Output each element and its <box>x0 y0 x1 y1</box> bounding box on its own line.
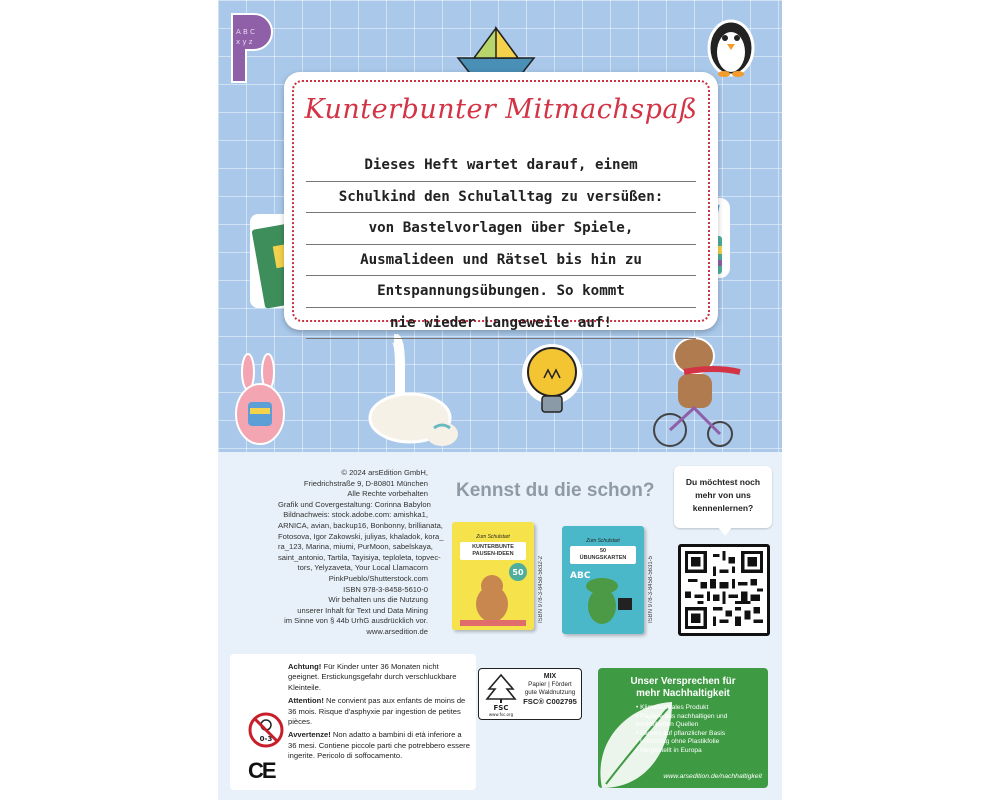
card-line: Dieses Heft wartet darauf, einem <box>306 150 696 182</box>
imprint-line: im Sinne von § 44b UrhG ausdrücklich vor. <box>284 616 428 626</box>
imprint-line: Bildnachweis: stock.adobe.com: amishka1, <box>283 510 428 520</box>
card-line: nie wieder Langeweile auf! <box>306 308 696 340</box>
imprint-line: PinkPueblo/Shutterstock.com <box>328 573 428 583</box>
card-line: Entspannungsübungen. So kommt <box>306 276 696 308</box>
sustainability-link[interactable]: www.arsedition.de/nachhaltigkeit <box>663 773 762 780</box>
imprint-line: Fotosova, Igor Zakowski, juliyas, khaladok, kora_ <box>278 531 444 541</box>
warning-it: Avvertenze! Non adatto a bambini di età inferiore a 36 mesi. Contiene piccole parti che potrebbero essere ingerite. Pericolo di soffocamento. <box>288 730 470 761</box>
sustainability-item: • Farben auf pflanzlicher Basis <box>636 730 766 739</box>
product-badge: 50 <box>512 568 524 577</box>
sustainability-item: • Klimaneutrales Produkt <box>636 704 766 713</box>
age-restriction-icon <box>248 712 284 748</box>
imprint-line: Alle Rechte vorbehalten <box>347 489 428 499</box>
dog-illustration-icon <box>452 560 534 630</box>
card-line: Ausmalideen und Rätsel bis hin zu <box>306 245 696 277</box>
fsc-label <box>478 668 582 720</box>
product-series: Zum Schulstart <box>586 538 620 544</box>
imprint-line: ra_123, Marina, miumi, PurMoon, sabelskaya, <box>278 542 433 552</box>
book-back-cover <box>218 0 782 800</box>
imprint <box>278 468 444 638</box>
ce-mark-icon: CE <box>248 758 275 783</box>
imprint-line: www.arsedition.de <box>366 626 428 636</box>
sustainability-item: • Umschlag ohne Plastikfolie <box>636 738 766 747</box>
speech-bubble: Du möchtest noch mehr von uns kennenlernen? <box>674 466 772 528</box>
card-text <box>306 150 696 339</box>
qr-code-icon[interactable] <box>678 544 770 636</box>
sustainability-list <box>636 704 766 756</box>
imprint-line: © 2024 arsEdition GmbH, <box>341 468 428 477</box>
product-cover-pausen-ideen[interactable] <box>452 522 534 630</box>
svg-text:FSC: FSC <box>493 704 509 712</box>
product-isbn: ISBN 978-3-8458-5631-5 <box>648 556 654 624</box>
imprint-line: tors, Yelyzaveta, Your Local Llamacorn <box>297 563 428 573</box>
description-card <box>284 72 718 330</box>
sustainability-box <box>598 668 768 788</box>
safety-warnings <box>230 654 476 790</box>
svg-text:www.fsc.org: www.fsc.org <box>488 712 514 717</box>
light-bulb-icon <box>516 340 588 428</box>
warning-fr: Attention! Ne convient pas aux enfants de moins de 36 mois. Risque d'asphyxie par ingestion de petites pièces. <box>288 696 466 727</box>
product-name: KUNTERBUNTE PAUSEN-IDEEN <box>460 542 526 560</box>
letter-p-sticker-icon <box>226 10 274 86</box>
bear-on-bicycle-icon <box>650 326 744 450</box>
imprint-line: Grafik und Covergestaltung: Corinna Babylon <box>278 499 431 509</box>
sustainability-item: • Papiere aus nachhaltigen und kontrollierten Quellen <box>636 713 766 730</box>
product-cover-uebungskarten[interactable] <box>562 526 644 634</box>
age-label: 0-3 <box>259 735 273 743</box>
imprint-line: unserer Inhalt für Text und Data Mining <box>297 605 428 615</box>
fsc-tree-logo-icon <box>485 673 517 717</box>
sustainability-title: Unser Versprechen für mehr Nachhaltigkeit <box>630 676 736 699</box>
product-badge: ABC <box>570 571 591 581</box>
warning-de: Achtung! Für Kinder unter 36 Monaten nicht geeignet. Erstickungsgefahr durch verschluckbare Kleinteile. <box>288 662 457 692</box>
product-series: Zum Schulstart <box>476 534 510 540</box>
product-isbn: ISBN 978-3-8458-5632-2 <box>538 556 544 624</box>
bunny-icon <box>228 352 294 450</box>
warning-texts <box>288 662 472 765</box>
svg-text:A B C: A B C <box>236 28 255 36</box>
llama-icon <box>364 334 464 452</box>
imprint-line: Wir behalten uns die Nutzung <box>328 595 428 605</box>
crocodile-illustration-icon <box>562 564 644 634</box>
imprint-line: Friedrichstraße 9, D-80801 München <box>303 478 428 488</box>
imprint-line: saint_antonio, Tartila, Tayisiya, teploleta, topvec- <box>278 552 441 562</box>
imprint-line: ARNICA, avian, backup16, Bonbonny, brillianata, <box>278 520 443 530</box>
promo-heading: Kennst du die schon? <box>456 480 655 501</box>
fsc-text: MIX Papier | Fördert gute Waldnutzung FSC® C002795 <box>523 673 577 707</box>
imprint-line: ISBN 978-3-8458-5610-0 <box>343 584 428 594</box>
svg-text:x y z: x y z <box>236 38 253 46</box>
card-line: von Bastelvorlagen über Spiele, <box>306 213 696 245</box>
card-line: Schulkind den Schulalltag zu versüßen: <box>306 182 696 214</box>
product-name: 50 ÜBUNGSKARTEN <box>570 546 636 564</box>
card-title: Kunterbunter Mitmachspaß <box>304 94 698 125</box>
penguin-icon <box>702 12 760 78</box>
sustainability-item: • Hergestellt in Europa <box>636 747 766 756</box>
